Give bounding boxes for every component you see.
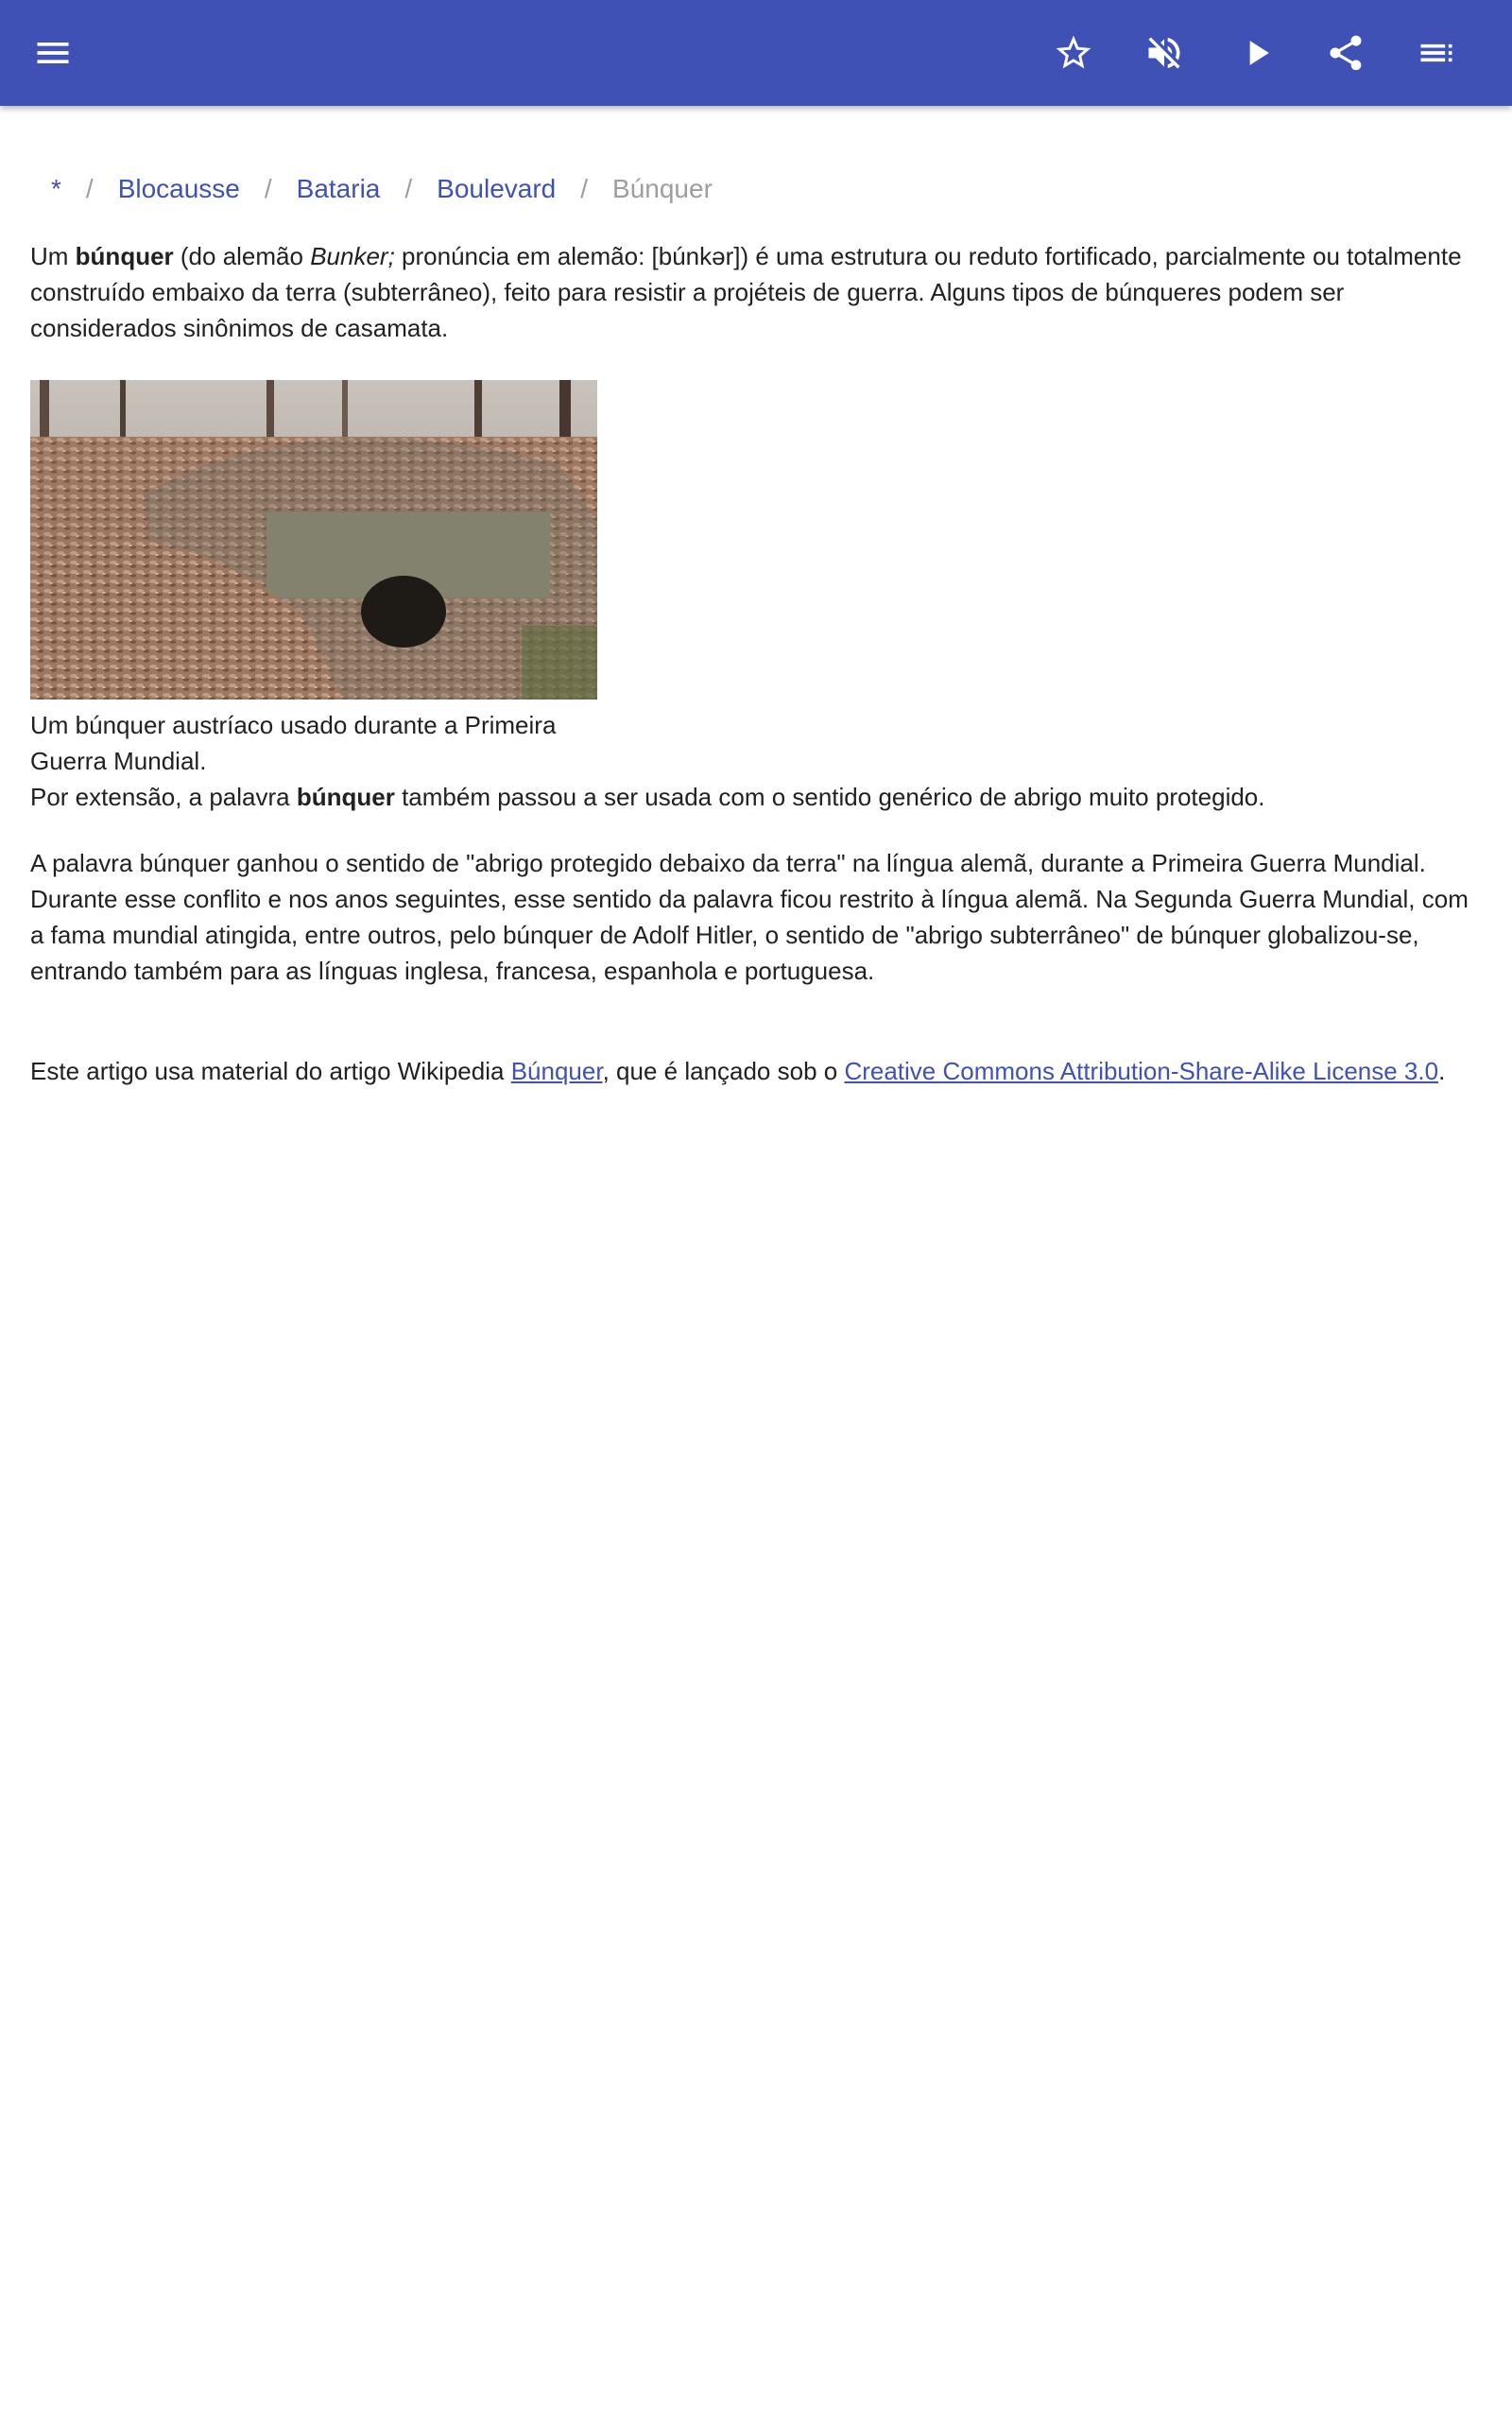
breadcrumb (30, 168, 1482, 210)
breadcrumb-separator: / (85, 174, 94, 203)
bunker-photo[interactable] (30, 380, 597, 700)
license-link[interactable]: Creative Commons Attribution-Share-Alike License 3.0 (844, 1057, 1439, 1085)
breadcrumb-separator: / (264, 174, 272, 203)
text-run: também passou a ser usada com o sentido genérico de abrigo muito protegido. (394, 783, 1265, 811)
playlist-icon[interactable] (1410, 26, 1463, 79)
text-run: . (1438, 1057, 1446, 1085)
italic-term: Bunker; (310, 242, 395, 270)
text-run: (do alemão (173, 242, 311, 270)
figure-caption: Um búnquer austríaco usado durante a Primeira Guerra Mundial. (30, 711, 557, 775)
volume-off-icon[interactable] (1138, 26, 1191, 79)
breadcrumb-separator: / (580, 174, 589, 203)
bold-term: búnquer (75, 242, 174, 270)
breadcrumb-separator: / (404, 174, 413, 203)
license-paragraph (30, 1053, 1482, 1089)
bold-term: búnquer (296, 783, 395, 811)
play-icon[interactable] (1230, 26, 1283, 79)
text-run: Um (30, 242, 76, 270)
breadcrumb-home[interactable]: * (51, 174, 61, 203)
star-icon[interactable] (1047, 26, 1100, 79)
wikipedia-link[interactable]: Búnquer (510, 1057, 603, 1085)
breadcrumb-item-boulevard[interactable]: Boulevard (437, 174, 557, 203)
text-run: pronúncia em alemão: [búnkər]) é uma estrutura ou reduto fortificado, parcialmente ou totalmente construído embaixo da terra (subterrâneo), feito para resistir a projéteis de guerra. Alguns tipos de búnqueres podem ser considerados sinônimos de casamata. (30, 242, 1462, 342)
breadcrumb-item-blocausse[interactable]: Blocausse (117, 174, 240, 203)
breadcrumb-current: Búnquer (612, 174, 713, 203)
text-run: , que é lançado sob o (602, 1057, 845, 1085)
share-icon[interactable] (1319, 26, 1372, 79)
figure (30, 380, 597, 779)
text-run: Este artigo usa material do artigo Wikipedia (30, 1057, 511, 1085)
text-run: Por extensão, a palavra (30, 783, 297, 811)
intro-paragraph (30, 238, 1482, 346)
breadcrumb-item-bataria[interactable]: Bataria (296, 174, 381, 203)
article-content (30, 106, 1482, 1089)
app-bar (0, 0, 1512, 106)
paragraph-extension (30, 779, 1482, 815)
paragraph-history: A palavra búnquer ganhou o sentido de "abrigo protegido debaixo da terra" na língua alemã, durante a Primeira Guerra Mundial. Durante esse conflito e nos anos seguintes, esse sentido da palavra ficou restrito à língua alemã. Na Segunda Guerra Mundial, com a fama mundial atingida, entre outros, pelo búnquer de Adolf Hitler, o sentido de "abrigo subterrâneo" de búnquer globalizou-se, entrando também para as línguas inglesa, francesa, espanhola e portuguesa. (30, 849, 1469, 985)
menu-icon[interactable] (26, 26, 79, 79)
